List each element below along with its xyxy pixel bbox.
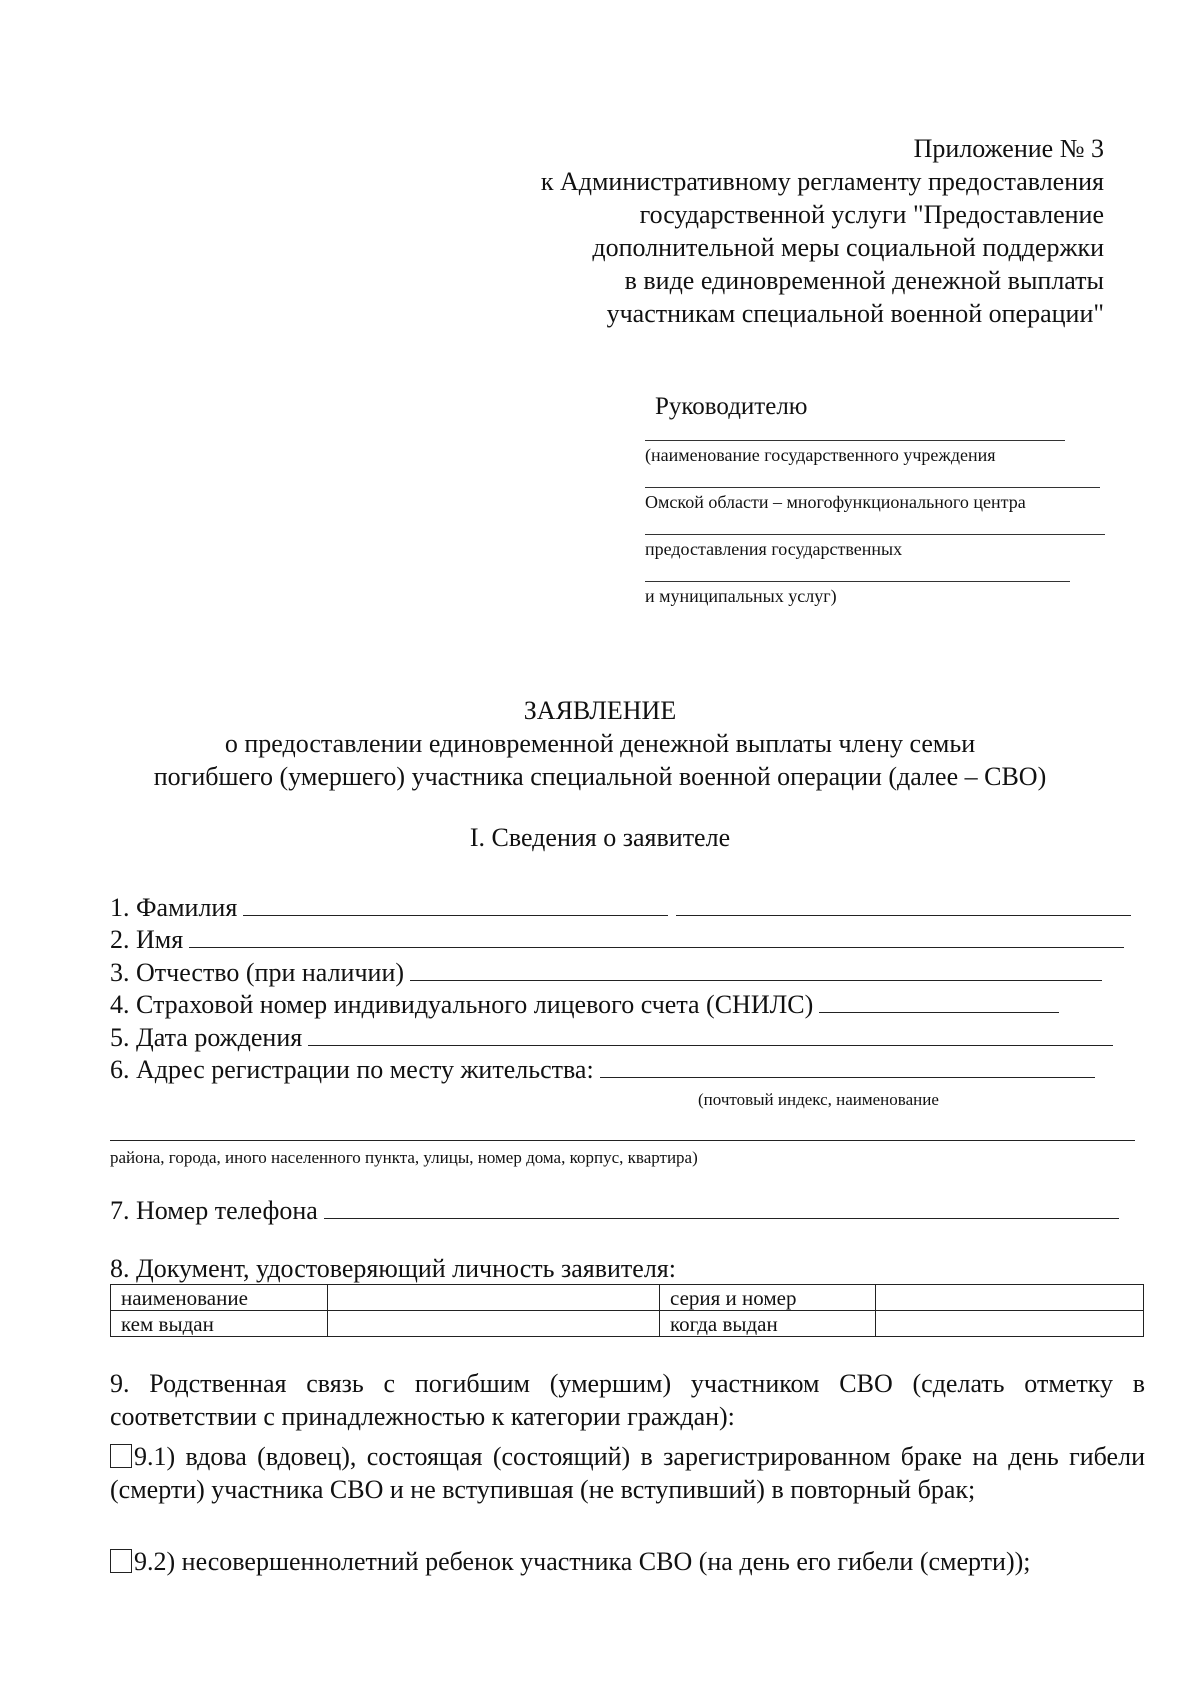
document-name-cell[interactable] bbox=[328, 1285, 660, 1311]
field-birth-date bbox=[110, 1023, 1113, 1053]
field-label: 2. Имя bbox=[110, 925, 184, 954]
appendix-line: к Административному регламенту предоставления bbox=[540, 167, 1104, 196]
appendix-line: государственной услуги "Предоставление bbox=[639, 200, 1104, 229]
addressee-line: предоставления государственных bbox=[645, 539, 903, 559]
relation-option-1 bbox=[110, 1440, 1145, 1506]
field-label: 3. Отчество (при наличии) bbox=[110, 958, 405, 987]
field-label: 8. Документ, удостоверяющий личность заявителя: bbox=[110, 1254, 676, 1283]
field-phone bbox=[110, 1196, 1119, 1226]
table-label-cell: серия и номер bbox=[660, 1285, 876, 1311]
table-row bbox=[111, 1311, 1144, 1337]
addressee-block bbox=[645, 440, 1115, 628]
checkbox-option-1[interactable] bbox=[110, 1444, 132, 1468]
field-label: 1. Фамилия bbox=[110, 893, 238, 922]
name-input-line[interactable] bbox=[189, 927, 1124, 948]
addressee-line: Омской области – многофункционального центра bbox=[645, 492, 1026, 512]
appendix-line: Приложение № 3 bbox=[913, 134, 1104, 163]
address-hint: (почтовый индекс, наименование bbox=[698, 1090, 939, 1109]
addressee-row bbox=[645, 534, 1115, 581]
section-title: I. Сведения о заявителе bbox=[469, 823, 731, 852]
appendix-line: в виде единовременной денежной выплаты bbox=[624, 266, 1104, 295]
field-label: 5. Дата рождения bbox=[110, 1023, 303, 1052]
checkbox-option-2[interactable] bbox=[110, 1549, 132, 1573]
document-issued-by-cell[interactable] bbox=[328, 1311, 660, 1337]
addressee-row bbox=[645, 440, 1115, 487]
document-subtitle: погибшего (умершего) участника специальной военной операции (далее – СВО) bbox=[153, 762, 1047, 791]
field-document bbox=[110, 1254, 676, 1284]
table-label-cell: когда выдан bbox=[660, 1311, 876, 1337]
field-surname bbox=[110, 893, 1131, 923]
field-snils bbox=[110, 990, 1059, 1020]
field-label: 7. Номер телефона bbox=[110, 1196, 318, 1225]
appendix-header bbox=[404, 132, 1104, 330]
relation-intro: 9. Родственная связь с погибшим (умершим) участником СВО (сделать отметку в соответствии с принадлежностью к категории граждан): bbox=[110, 1369, 1145, 1431]
appendix-line: участникам специальной военной операции" bbox=[606, 299, 1104, 328]
addressee-line: и муниципальных услуг) bbox=[645, 586, 837, 606]
addressee-blank-line[interactable] bbox=[645, 440, 1065, 441]
field-label: 6. Адрес регистрации по месту жительства: bbox=[110, 1055, 594, 1084]
document-subtitle: о предоставлении единовременной денежной выплаты члену семьи bbox=[224, 729, 976, 758]
field-label: 4. Страховой номер индивидуального лицевого счета (СНИЛС) bbox=[110, 990, 814, 1019]
addressee-title: Руководителю bbox=[655, 393, 808, 420]
field-address bbox=[110, 1055, 1095, 1085]
snils-input-line[interactable] bbox=[819, 992, 1059, 1013]
relation-option-2-label: 9.2) несовершеннолетний ребенок участника СВО (на день его гибели (смерти)); bbox=[134, 1547, 1031, 1576]
field-name bbox=[110, 925, 1124, 955]
address-hint: района, города, иного населенного пункта, улицы, номер дома, корпус, квартира) bbox=[110, 1148, 698, 1167]
relation-option-2 bbox=[110, 1545, 1145, 1578]
document-issue-date-cell[interactable] bbox=[876, 1311, 1144, 1337]
document-title: ЗАЯВЛЕНИЕ bbox=[523, 696, 677, 725]
phone-input-line[interactable] bbox=[324, 1198, 1119, 1219]
table-row bbox=[111, 1285, 1144, 1311]
birth-date-input-line[interactable] bbox=[308, 1025, 1113, 1046]
document-table bbox=[110, 1284, 1144, 1337]
addressee-blank-line[interactable] bbox=[645, 534, 1105, 535]
patronymic-input-line[interactable] bbox=[410, 960, 1102, 981]
address-input-line-2[interactable] bbox=[110, 1140, 1135, 1141]
addressee-line: (наименование государственного учреждения bbox=[645, 445, 996, 465]
address-input-line[interactable] bbox=[600, 1057, 1095, 1078]
addressee-blank-line[interactable] bbox=[645, 487, 1100, 488]
document-heading bbox=[0, 694, 1200, 793]
addressee-row bbox=[645, 487, 1115, 534]
table-label-cell: кем выдан bbox=[111, 1311, 328, 1337]
surname-input-line[interactable] bbox=[243, 895, 668, 916]
field-patronymic bbox=[110, 958, 1102, 988]
appendix-line: дополнительной меры социальной поддержки bbox=[592, 233, 1104, 262]
surname-input-line-2[interactable] bbox=[676, 895, 1131, 916]
addressee-blank-line[interactable] bbox=[645, 581, 1070, 582]
relation-option-1-label: 9.1) вдова (вдовец), состоящая (состоящий) в зарегистрированном браке на день гибели (смерти) участника СВО и не вступившая (не вступивший) в повторный брак; bbox=[110, 1442, 1145, 1504]
table-label-cell: наименование bbox=[111, 1285, 328, 1311]
document-series-cell[interactable] bbox=[876, 1285, 1144, 1311]
addressee-row bbox=[645, 581, 1115, 628]
